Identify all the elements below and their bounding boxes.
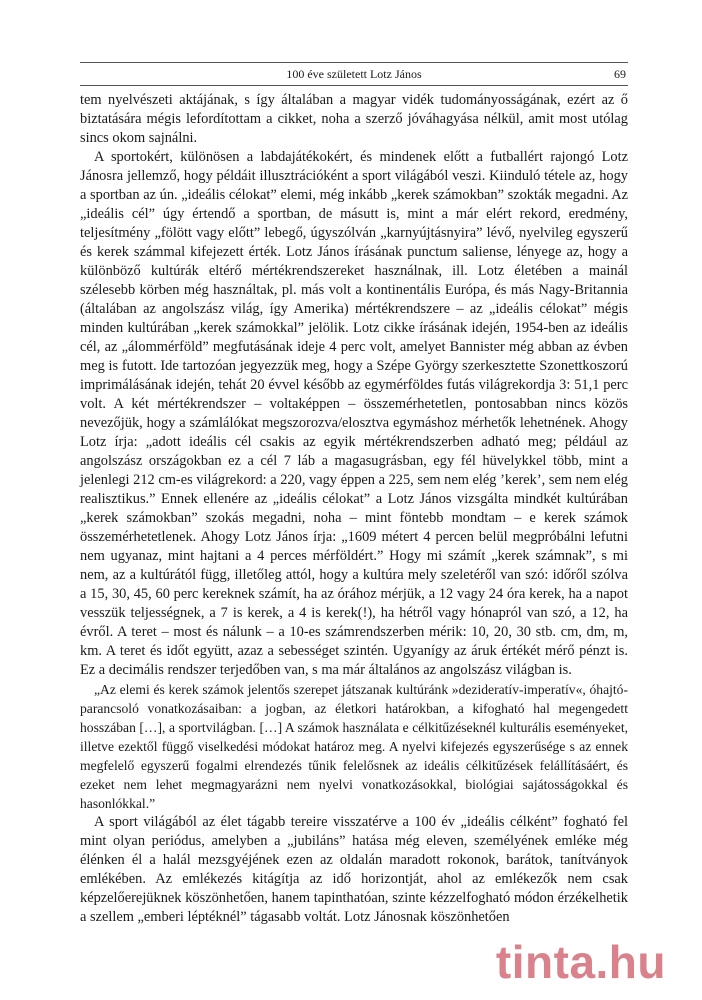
running-header (80, 62, 628, 86)
body-text (80, 91, 628, 927)
paragraph-sport-examples: A sportokért, különösen a labdajátékokért, és mindenek előtt a futballért rajongó Lotz Jánosra jellemző, hogy példáit illusztrációként a sport világából veszi. Kiinduló tétele az, hogy a sportban az ún. „ideális célokat” elemi, még inkább „kerek számokban” szokták megadni. Az „ideális cél” úgy értendő a sportban, de másutt is, mint a már elért rekord, eredmény, teljesítmény „fölött vagy előtt” lebegő, úgyszólván „karnyújtásnyira” lévő, nyelvileg egyszerű és kerek számmal kifejezett érték. Lotz János írásának punctum saliense, lényege az, hogy a különböző kultúrák eltérő mértékrendszereket használnak, ill. Lotz életében a mainál szélesebb körben még használtak, pl. más volt a kontinentális Európa, és más Nagy-Britannia (általában az angolszász világ, így Amerika) mértékrendszere – az „ideális célokat” mégis minden kultúrában „kerek számokkal” jelölik. Lotz cikke írásának idején, 1954-ben az ideális cél, az „álommérföld” megfutásának ideje 4 perc volt, amelyet Bannister még abban az évben meg is futott. Ide tartozóan jegyezzük meg, hogy a Szépe György szerkesztette Szonettkoszorú imprimálásának idején, tehát 20 évvel később az egymérföldes futás világrekordja 3: 51,1 perc volt. A két mértékrendszer – voltaképpen – összemérhetetlen, pontosabban nincs közös nevezőjük, hogy a számlálókat megszorozva/elosztva egymáshoz mérhetők lehetnének. Ahogy Lotz írja: „adott ideális cél csakis az egyik mértékrendszerben adható meg; például az angolszász országokban ez a cél 7 láb a magasugrásban, egy fél hüvelykkel több, mint a jelenlegi 212 cm-es világrekord: a 220, vagy éppen a 225, sem nem elég ’kerek’, sem nem elég realisztikus.” Ennek ellenére az „ideális célokat” a Lotz János vizsgálta mindkét kultúrában „kerek számokban” szokás megadni, noha – mint föntebb mondtam – e kerek számok összemérhetetlenek. Ahogy Lotz János írja: „1609 métert 4 percen belül megpróbálni lefutni nem ugyanaz, mint hajtani a 4 perces mérföldért.” Hogy mi számít „kerek számnak”, s mi nem, az a kultúrától függ, illetőleg attól, hogy a kultúra mely szeletéről van szó: időről szólva a 15, 30, 45, 60 perc kereknek számít, ha az órához mérjük, a 12 vagy 24 óra kerek, ha a napot vesszük teljességnek, a 7 is kerek, a 4 is kerek(!), ha hétről vagy hónapról van szó, a 12, ha évről. A teret – most és nálunk – a 10-es számrendszerben mérik: 10, 20, 30 stb. cm, dm, m, km. A teret és időt együtt, azaz a sebességet szintén. Ugyanígy az áruk értékét mérő pénzt is. Ez a decimális rendszer terjedőben van, s ma már általános az angolszász világban is. (80, 149, 628, 678)
paragraph-quotation: „Az elemi és kerek számok jelentős szerepet játszanak kultúránk »dezideratív-imperatív«, óhajtó-parancsoló vonatkozásaiban: a jogban, az életkori határokban, a kifogható hal megengedett hosszában […], a sportvilágban. […] A számok használata e célkitűzéseknél kulturális eseményeket, illetve ezektől függő viselkedési módokat határoz meg. A nyelvi kifejezés egyszerűsége s az ennek megfelelő egyszerű fogalmi elrendezés tűnik felelősnek az ideális célkitűzések felállításáért, és ezeket nem lehet megmagyarázni nem nyelvi vonatkozásokkal, biológiai sajátosságokkal és hasonlókkal.” (80, 682, 628, 811)
paragraph-centenary: A sport világából az élet tágabb tereire visszatérve a 100 év „ideális célként” fogható fel mint olyan periódus, amelyben a „jubiláns” hatása még eleven, személyének emléke még élénken él a halál mezsgyéjének ezen az oldalán maradott rokonok, barátok, tanítványok emlékében. Az emlékezés kitágítja az idő horizontját, ahol az emlékezők nem csak képzelőerejüknek köszönhetően, hanem tapinthatóan, szinte kézzelfogható módon érzékelhetik a szellem „emberi léptéknél” tágasabb voltát. Lotz Jánosnak köszönhetően (80, 814, 628, 925)
page-number: 69 (614, 67, 626, 81)
paragraph-continuation: tem nyelvészeti aktájának, s így általában a magyar vidék tudományosságának, ezért az ő biztatására mégis lefordítottam a cikket, noha a szerző jóváhagyása nélkül, amit most utólag sincs okom sajnálni. (80, 92, 628, 146)
running-title: 100 éve született Lotz János (286, 67, 422, 81)
watermark-logo: tinta.hu (495, 936, 666, 988)
